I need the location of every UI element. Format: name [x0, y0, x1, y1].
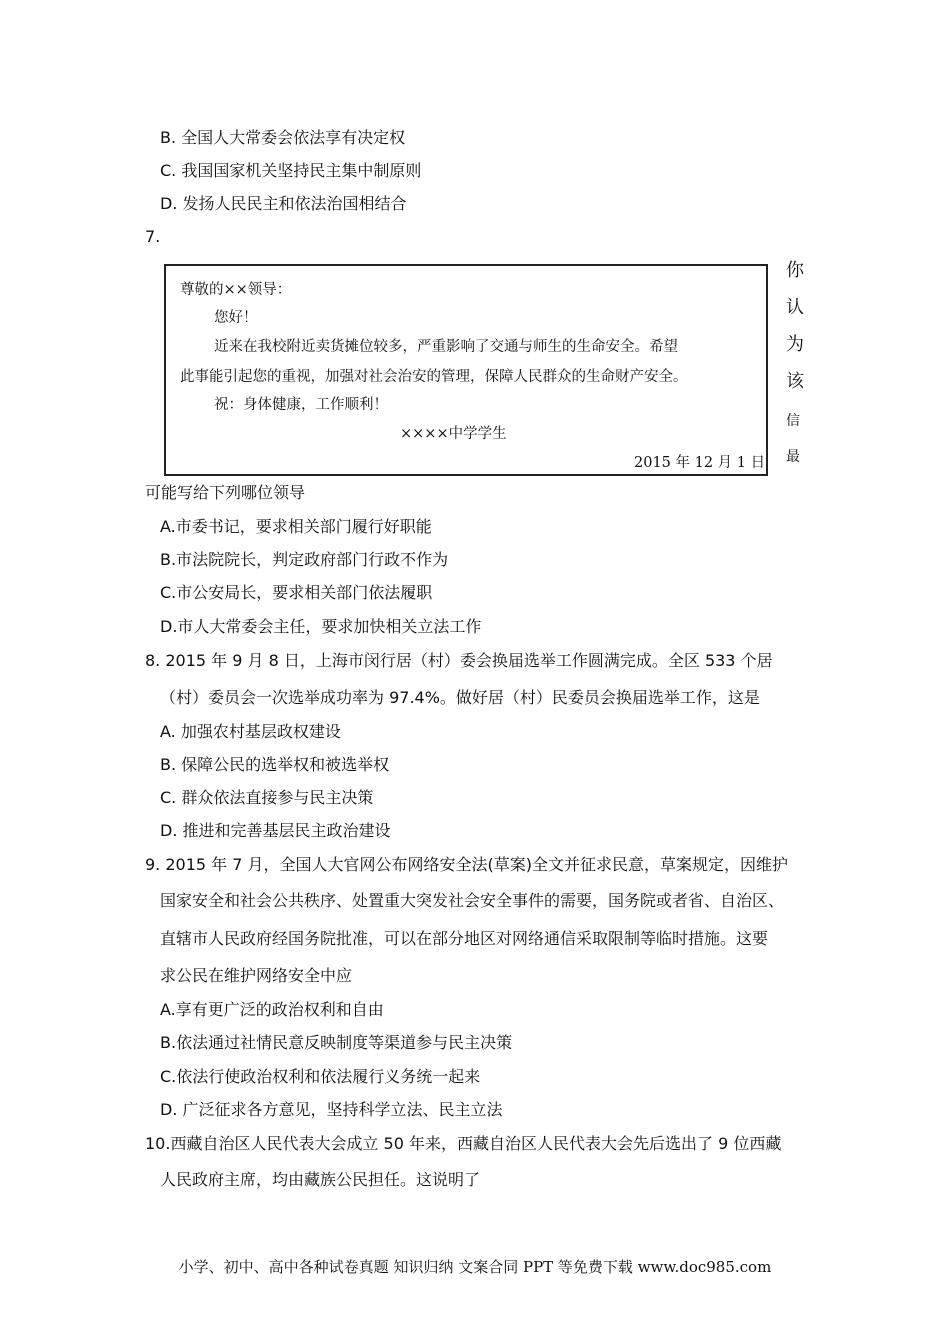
q10-stem-line1: 10.西藏自治区人民代表大会成立 50 年来，西藏自治区人民代表大会先后选出了 9 位西藏: [145, 1134, 782, 1153]
q6-option-c: C. 我国国家机关坚持民主集中制原则: [160, 161, 422, 180]
letter-greeting: 您好！: [214, 310, 258, 326]
q9-stem-line1: 9. 2015 年 7 月，全国人大官网公布网络安全法(草案)全文并征求民意，草案规定，因维护: [145, 855, 788, 874]
q7-stem-tail: 可能写给下列哪位领导: [145, 483, 306, 502]
q7-number: 7.: [145, 227, 161, 246]
letter-body-line2: 此事能引起您的重视，加强对社会治安的管理，保障人民群众的生命财产安全。: [180, 369, 688, 385]
letter-salutation: 尊敬的××领导：: [180, 282, 292, 298]
q9-stem-line3: 直辖市人民政府经国务院批准，可以在部分地区对网络通信采取限制等临时措施。这要: [160, 929, 769, 948]
q8-option-c: C. 群众依法直接参与民主决策: [160, 788, 374, 807]
letter-signature: ××××中学学生: [400, 426, 507, 442]
side-char-3: 为: [786, 334, 804, 355]
q6-option-d: D. 发扬人民民主和依法治国相结合: [160, 194, 407, 213]
q8-stem-line1: 8. 2015 年 9 月 8 日，上海市闵行居（村）委会换届选举工作圆满完成。全区 533 个居: [145, 651, 773, 670]
q10-stem-line2: 人民政府主席，均由藏族公民担任。这说明了: [160, 1170, 481, 1189]
q8-stem-line2: （村）委员会一次选举成功率为 97.4%。做好居（村）民委员会换届选举工作，这是: [160, 688, 760, 707]
q9-option-b: B.依法通过社情民意反映制度等渠道参与民主决策: [160, 1033, 513, 1052]
q9-option-a: A.享有更广泛的政治权利和自由: [160, 1000, 384, 1019]
side-char-2: 认: [786, 297, 804, 318]
footer-banner: 小学、初中、高中各种试卷真题 知识归纳 文案合同 PPT 等免费下载 www.doc985.com: [178, 1258, 772, 1276]
side-char-6: 最: [786, 449, 800, 465]
q9-option-d: D. 广泛征求各方意见，坚持科学立法、民主立法: [160, 1100, 503, 1119]
q6-option-b: B. 全国人大常委会依法享有决定权: [160, 128, 406, 147]
q8-option-d: D. 推进和完善基层民主政治建设: [160, 821, 391, 840]
q9-option-c: C.依法行使政治权利和依法履行义务统一起来: [160, 1067, 481, 1086]
q8-option-a: A. 加强农村基层政权建设: [160, 722, 341, 741]
letter-date: 2015 年 12 月 1 日: [634, 455, 766, 471]
q7-option-c: C.市公安局长，要求相关部门依法履职: [160, 583, 433, 602]
letter-wish: 祝：身体健康，工作顺利！: [214, 397, 388, 413]
q7-option-a: A.市委书记，要求相关部门履行好职能: [160, 517, 432, 536]
side-char-4: 该: [786, 371, 804, 392]
q9-stem-line4: 求公民在维护网络安全中应: [160, 966, 353, 985]
side-char-5: 信: [786, 413, 800, 429]
q7-option-b: B.市法院院长，判定政府部门行政不作为: [160, 550, 449, 569]
q7-option-d: D.市人大常委会主任，要求加快相关立法工作: [160, 617, 482, 636]
letter-box: [164, 264, 768, 476]
side-char-1: 你: [786, 260, 804, 281]
letter-body-line1: 近来在我校附近卖货摊位较多，严重影响了交通与师生的生命安全。希望: [214, 339, 678, 355]
q9-stem-line2: 国家安全和社会公共秩序、处置重大突发社会安全事件的需要，国务院或者省、自治区、: [160, 891, 785, 910]
q8-option-b: B. 保障公民的选举权和被选举权: [160, 755, 390, 774]
